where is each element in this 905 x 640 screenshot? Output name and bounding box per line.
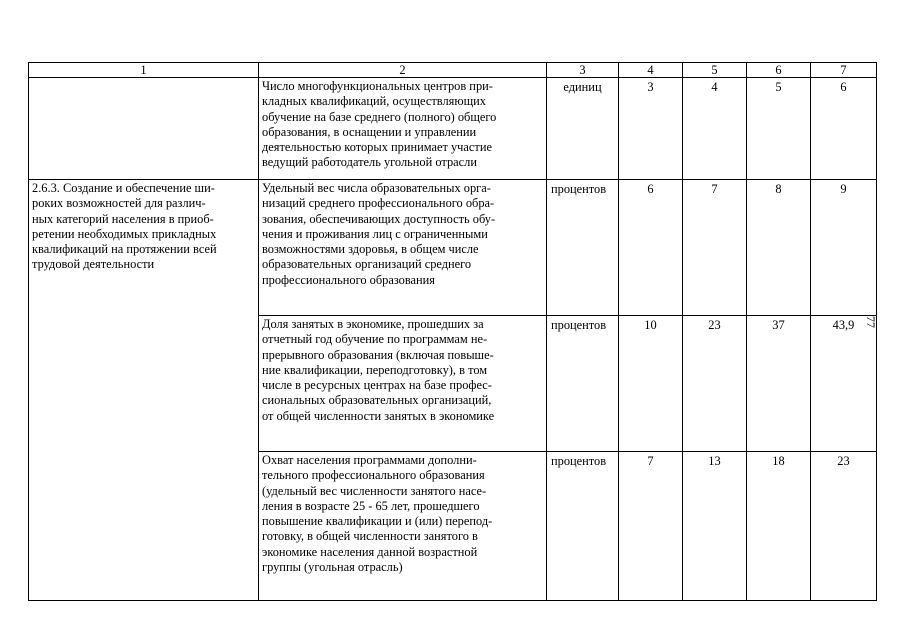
value-cell: 37 xyxy=(747,316,811,452)
header-cell: 2 xyxy=(259,63,547,78)
value-cell: 23 xyxy=(811,452,877,601)
table-row xyxy=(29,78,877,180)
value-cell: 23 xyxy=(683,316,747,452)
header-cell: 6 xyxy=(747,63,811,78)
value-cell: 4 xyxy=(683,78,747,180)
value-cell: 10 xyxy=(619,316,683,452)
value-cell: 8 xyxy=(747,180,811,316)
header-cell: 3 xyxy=(547,63,619,78)
value-cell: 18 xyxy=(747,452,811,601)
unit-cell: процентов xyxy=(547,180,619,316)
unit-cell: единиц xyxy=(547,78,619,180)
header-cell: 5 xyxy=(683,63,747,78)
task-cell: 2.6.3. Создание и обеспечение ши- роких возможностей для различ- ных категорий населения в приоб- ретении необходимых прикладных квалификаций на протяжении всей трудовой деятельности xyxy=(29,180,259,316)
header-cell: 7 xyxy=(811,63,877,78)
value-cell: 9 xyxy=(811,180,877,316)
indicator-cell: Число многофункциональных центров при- кладных квалификаций, осуществляющих обучение на базе среднего (полного) общего образования, в оснащении и управлении деятельностью которых принимает участие ведущий работодатель угольной отрасли xyxy=(259,78,547,180)
indicator-cell: Удельный вес числа образовательных орга- низаций среднего профессионального обра- зования, обеспечивающих доступность обу- чения и проживания лиц с ограниченными возможностями здоровья, в общем числе образовательных организаций среднего профессионального образования xyxy=(259,180,547,316)
value-cell: 43,9 xyxy=(811,316,877,452)
task-cell xyxy=(29,78,259,180)
unit-cell: процентов xyxy=(547,316,619,452)
page-number: 77 xyxy=(864,316,878,328)
task-cell xyxy=(29,452,259,601)
header-cell: 1 xyxy=(29,63,259,78)
value-cell: 7 xyxy=(619,452,683,601)
indicator-cell: Охват населения программами дополни- тельного профессионального образования (удельный вес численности занятого насе- ления в возрасте 25 - 65 лет, прошедшего повышение квалификации и (или) перепод- готовку, в общей численности занятого в экономике населения данной возрастной группы (угольная отрасль) xyxy=(259,452,547,601)
value-cell: 7 xyxy=(683,180,747,316)
table-row xyxy=(29,180,877,316)
value-cell: 5 xyxy=(747,78,811,180)
task-cell xyxy=(29,316,259,452)
unit-cell: процентов xyxy=(547,452,619,601)
table-row xyxy=(29,452,877,601)
table-row xyxy=(29,316,877,452)
value-cell: 6 xyxy=(811,78,877,180)
indicators-table xyxy=(28,62,877,601)
value-cell: 3 xyxy=(619,78,683,180)
value-cell: 13 xyxy=(683,452,747,601)
table-header-row xyxy=(29,63,877,78)
header-cell: 4 xyxy=(619,63,683,78)
value-cell: 6 xyxy=(619,180,683,316)
indicator-cell: Доля занятых в экономике, прошедших за отчетный год обучение по программам не- прерывного образования (включая повыше- ние квалификации, переподготовку), в том числе в ресурсных центрах на базе профес- сиональных образовательных организаций, от общей численности занятых в экономике xyxy=(259,316,547,452)
